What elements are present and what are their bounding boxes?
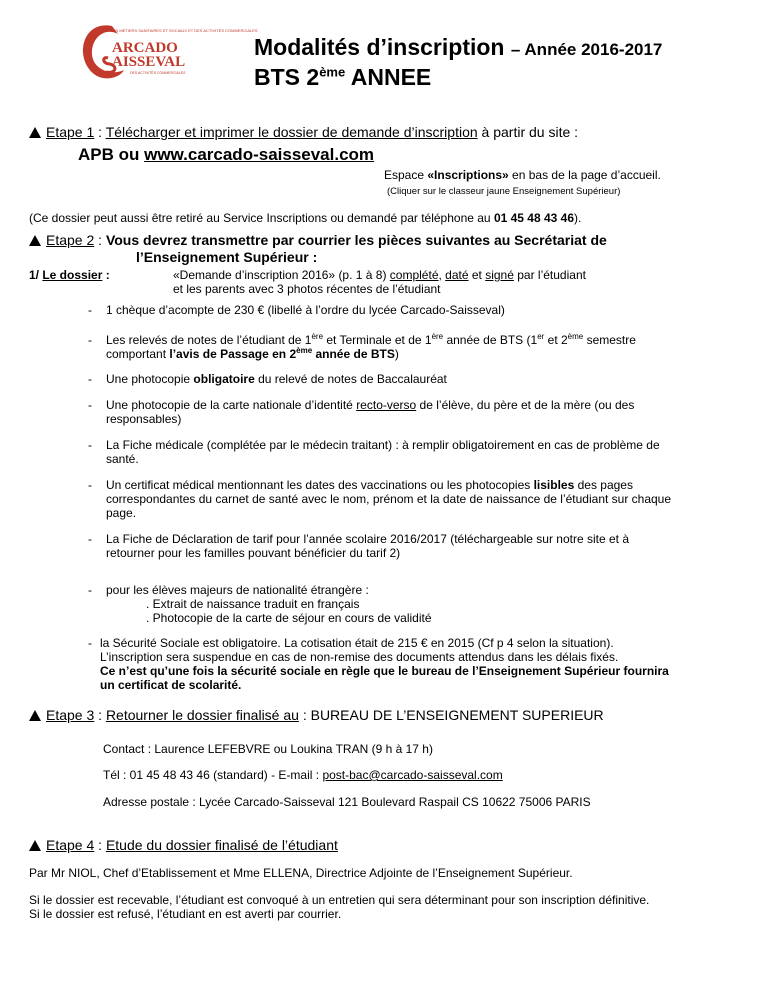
step4-heading: Etape 4 : Etude du dossier finalisé de l’étudiant <box>29 837 338 853</box>
dossier-desc: «Demande d’inscription 2016» (p. 1 à 8) complété, daté et signé par l’étudiant et les parents avec 3 photos récentes de l’étudiant <box>173 268 586 296</box>
list-item: pour les élèves majeurs de nationalité étrangère : . Extrait de naissance traduit en français . Photocopie de la carte de séjour en cours de validité <box>106 583 432 625</box>
step1-espace: Espace «Inscriptions» en bas de la page d’accueil. <box>384 168 661 182</box>
step1-note: (Cliquer sur le classeur jaune Enseignement Supérieur) <box>387 186 621 197</box>
svg-text:ARCADO: ARCADO <box>112 40 178 56</box>
triangle-icon <box>29 235 41 246</box>
step3-adresse: Adresse postale : Lycée Carcado-Saisseval 121 Boulevard Raspail CS 10622 75006 PARIS <box>103 795 591 809</box>
bullet: - <box>88 583 92 597</box>
bullet: - <box>88 398 92 412</box>
list-item: Une photocopie obligatoire du relevé de notes de Baccalauréat <box>106 372 447 386</box>
step3-tel: Tél : 01 45 48 43 46 (standard) - E-mail : post-bac@carcado-saisseval.com <box>103 768 503 782</box>
bullet: - <box>88 438 92 452</box>
step4-rec1: Si le dossier est recevable, l’étudiant est convoqué à un entretien qui sera déterminant pour son inscription définitive. <box>29 893 650 907</box>
site-link[interactable]: www.carcado-saisseval.com <box>144 145 375 164</box>
step4-par: Par Mr NIOL, Chef d’Etablissement et Mme ELLENA, Directrice Adjointe de l’Enseignement Supérieur. <box>29 866 573 880</box>
bullet: - <box>88 478 92 492</box>
bullet: - <box>88 532 92 546</box>
page-subtitle: BTS 2ème ANNEE <box>254 64 432 90</box>
step2-heading-line2: l’Enseignement Supérieur : <box>136 249 318 265</box>
dossier-label: 1/ Le dossier : <box>29 268 110 282</box>
step1-retire: (Ce dossier peut aussi être retiré au Service Inscriptions ou demandé par téléphone au 01 45 48 43 46). <box>29 211 582 225</box>
email-link[interactable]: post-bac@carcado-saisseval.com <box>322 768 503 782</box>
bullet: - <box>88 372 92 386</box>
step1-site: APB ou www.carcado-saisseval.com <box>78 145 375 164</box>
bullet: - <box>88 636 92 650</box>
step4-rec2: Si le dossier est refusé, l’étudiant en est averti par courrier. <box>29 907 342 921</box>
triangle-icon <box>29 710 41 721</box>
svg-text:AISSEVAL: AISSEVAL <box>112 54 186 70</box>
bullet: - <box>88 333 92 347</box>
svg-text:DES ACTIVITÉS COMMERCIALES: DES ACTIVITÉS COMMERCIALES <box>130 71 186 75</box>
list-item: La Fiche de Déclaration de tarif pour l’année scolaire 2016/2017 (téléchargeable sur notre site et à retourner pour les familles pouvant bénéficier du tarif 2) <box>106 532 629 560</box>
list-item: la Sécurité Sociale est obligatoire. La cotisation était de 215 € en 2015 (Cf p 4 selon la situation). L’inscription sera suspendue en cas de non-remise des documents attendus dans les délais fixés. Ce n’est qu’une fois la sécurité sociale en règle que le bureau de l’Enseignement Supérieur fournira un certificat de scolarité. <box>100 636 669 692</box>
list-item: La Fiche médicale (complétée par le médecin traitant) : à remplir obligatoirement en cas de problème de santé. <box>106 438 660 466</box>
step1-heading: Etape 1 : Télécharger et imprimer le dossier de demande d’inscription à partir du site : <box>29 124 578 140</box>
step3-heading: Etape 3 : Retourner le dossier finalisé au : BUREAU DE L’ENSEIGNEMENT SUPERIEUR <box>29 707 604 723</box>
triangle-icon <box>29 127 41 138</box>
step3-contact: Contact : Laurence LEFEBVRE ou Loukina TRAN (9 h à 17 h) <box>103 742 433 756</box>
page-title: Modalités d’inscription – Année 2016-2017 <box>254 34 663 60</box>
list-item: Une photocopie de la carte nationale d’identité recto-verso de l’élève, du père et de la mère (ou des responsables) <box>106 398 635 426</box>
logo-tagline: DES MÉTIERS SANITAIRES ET SOCIAUX ET DES ACTIVITÉS COMMERCIALES <box>110 28 258 33</box>
step2-heading: Etape 2 : Vous devrez transmettre par courrier les pièces suivantes au Secrétariat de <box>29 232 607 248</box>
triangle-icon <box>29 840 41 851</box>
list-item: Un certificat médical mentionnant les dates des vaccinations ou les photocopies lisibles des pages correspondantes du carnet de santé avec le nom, prénom et la date de naissance de l’étudiant sur chaque page. <box>106 478 672 520</box>
list-item: 1 chèque d’acompte de 230 € (libellé à l’ordre du lycée Carcado-Saisseval) <box>106 303 505 317</box>
list-item: Les relevés de notes de l’étudiant de 1ère et Terminale et de 1ère année de BTS (1er et 2ème semestre comportant l’avis de Passage en 2ème année de BTS) <box>106 332 636 361</box>
school-logo <box>72 18 258 84</box>
bullet: - <box>88 303 92 317</box>
